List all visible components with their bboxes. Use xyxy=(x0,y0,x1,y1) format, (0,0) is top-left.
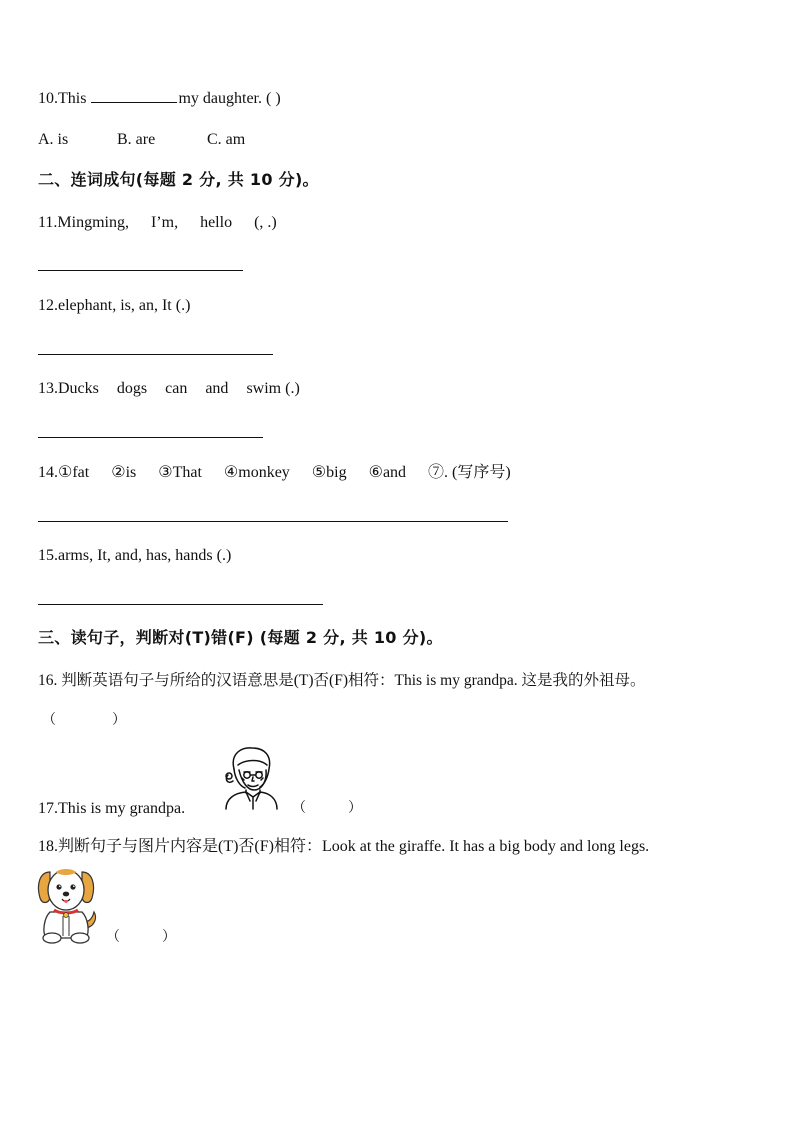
q14-word: ④monkey xyxy=(223,464,290,481)
q13-word: dogs xyxy=(116,380,148,397)
q10-option-b: B. are xyxy=(117,131,156,148)
q10-text-before: This xyxy=(58,90,91,107)
puppy-paw-right xyxy=(71,933,89,943)
question-15: 15.arms, It, and, has, hands (.) xyxy=(38,547,232,564)
q14-word: ⑤big xyxy=(311,464,347,481)
q17-answer-paren[interactable]: （ ） xyxy=(292,801,362,816)
q14-number: 14. xyxy=(38,464,58,481)
q16-answer-paren[interactable]: （ ） xyxy=(42,713,126,728)
grandma-picture xyxy=(220,745,282,811)
puppy-head xyxy=(48,870,84,910)
question-16: 16. 判断英语句子与所给的汉语意思是(T)否(F)相符：This is my grandpa. 这是我的外祖母。 xyxy=(38,672,646,689)
q14-word: ①fat xyxy=(58,464,90,481)
question-11 xyxy=(38,213,297,233)
question-17: 17.This is my grandpa. xyxy=(38,800,186,817)
q13-word: swim (.) xyxy=(246,380,300,397)
q14-word: ⑥and xyxy=(368,464,407,481)
q10-answer-paren[interactable]: ( ) xyxy=(266,90,281,107)
question-13 xyxy=(38,379,320,399)
q11-number: 11. xyxy=(38,214,58,231)
q14-word: ②is xyxy=(111,464,137,481)
puppy-paw-left xyxy=(43,933,61,943)
q15-answer-line[interactable] xyxy=(38,604,323,605)
puppy-picture xyxy=(36,866,100,944)
question-10 xyxy=(38,88,281,109)
section-2-heading: 二、连词成句(每题 2 分, 共 10 分)。 xyxy=(38,170,319,189)
q10-number: 10. xyxy=(38,90,58,107)
q13-number: 13. xyxy=(38,380,58,397)
q12-answer-line[interactable] xyxy=(38,354,273,355)
q13-answer-line[interactable] xyxy=(38,437,263,438)
q10-text-after: my daughter. xyxy=(178,90,262,107)
q11-word: hello xyxy=(200,214,233,231)
question-12: 12.elephant, is, an, It (.) xyxy=(38,297,191,314)
q10-option-c: C. am xyxy=(207,131,246,148)
q13-word: and xyxy=(205,380,229,397)
q10-options xyxy=(38,130,245,150)
q11-word: I’m, xyxy=(150,214,179,231)
q14-answer-line[interactable] xyxy=(38,521,508,522)
q13-word: can xyxy=(165,380,188,397)
question-14 xyxy=(38,463,511,483)
q14-word: ⑦. (写序号) xyxy=(428,464,511,481)
section-3-heading: 三、读句子，判断对(T)错(F) (每题 2 分, 共 10 分)。 xyxy=(38,628,443,647)
q10-blank[interactable] xyxy=(91,88,177,103)
q10-option-a: A. is xyxy=(38,131,69,148)
puppy-nose xyxy=(63,892,69,897)
q13-word: Ducks xyxy=(58,380,99,397)
q18-answer-paren[interactable]: （ ） xyxy=(106,930,176,945)
q11-word: (, .) xyxy=(254,214,277,231)
puppy-eye-left xyxy=(56,884,61,889)
puppy-eye-right xyxy=(70,884,75,889)
q14-word: ③That xyxy=(158,464,202,481)
q11-answer-line[interactable] xyxy=(38,270,243,271)
q11-word: Mingming, xyxy=(57,214,129,231)
question-18: 18.判断句子与图片内容是(T)否(F)相符：Look at the giraffe. It has a big body and long legs. xyxy=(38,838,650,855)
